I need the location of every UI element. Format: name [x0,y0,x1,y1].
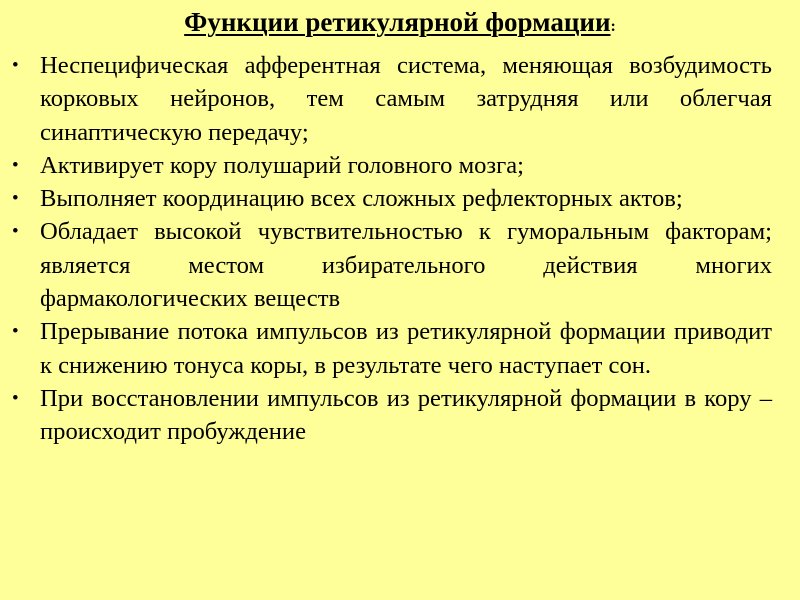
bullet-icon: • [12,321,19,343]
bullet-list [10,49,772,449]
bullet-item [10,315,772,382]
bullet-text: Неспецифическая афферентная система, меняющая возбудимость корковых нейронов, тем самым затрудняя или облегчая синаптическую передачу; [40,52,772,146]
bullet-icon: • [12,55,19,76]
bullet-text: Обладает высокой чувствительностью к гуморальным факторам; является местом избирательного действия многих фармакологических веществ [40,218,772,313]
bullet-item [10,382,772,449]
bullet-icon: • [12,387,19,409]
bullet-text: Выполняет координацию всех сложных рефлекторных актов; [40,185,683,213]
slide-title-text: Функции ретикулярной формации [184,7,611,37]
bullet-icon: • [12,188,19,210]
slide-title [10,4,772,45]
bullet-text: Прерывание потока импульсов из ретикулярной формации приводит к снижению тонуса коры, в результате чего наступает сон. [40,318,772,379]
bullet-item [10,49,772,149]
slide-title-colon: : [610,18,616,35]
bullet-text: При восстановлении импульсов из ретикулярной формации в кору – происходит пробуждение [40,384,772,446]
bullet-item [10,149,772,182]
bullet-icon: • [12,154,19,176]
bullet-item [10,182,772,215]
bullet-item [10,215,772,315]
bullet-text: Активирует кору полушарий головного мозга; [40,151,524,179]
bullet-icon: • [12,221,19,243]
